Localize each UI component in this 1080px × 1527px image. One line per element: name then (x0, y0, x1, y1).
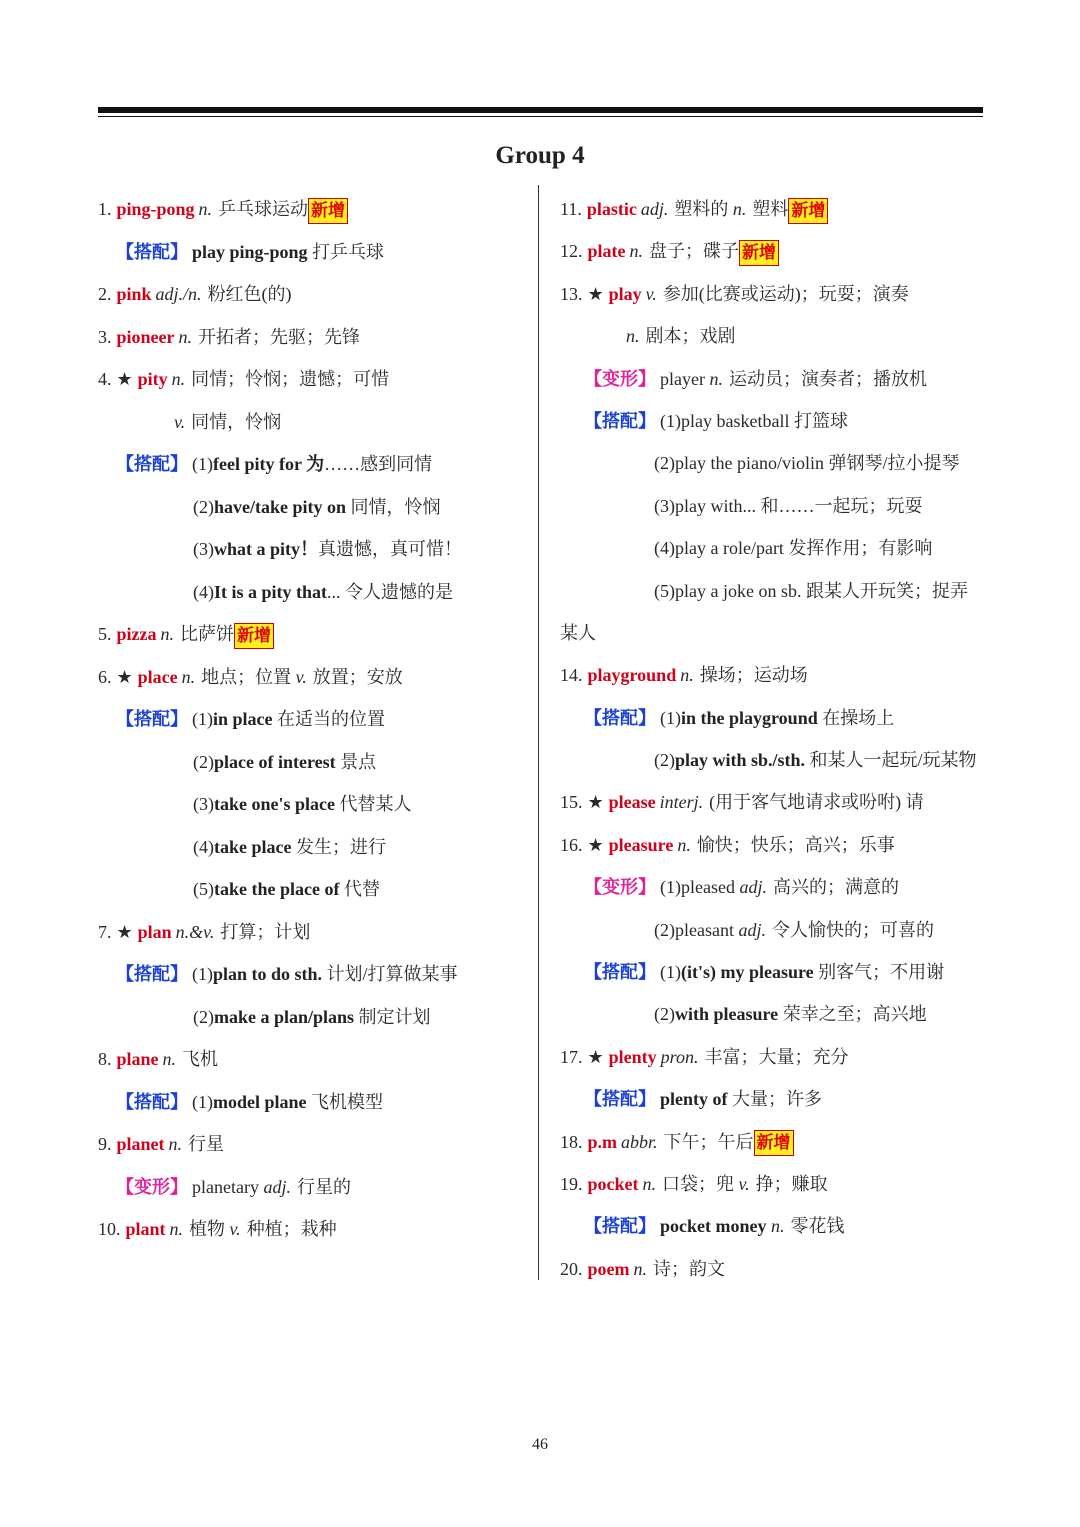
collocation-line: (2)with pleasure 荣幸之至；高兴地 (654, 1004, 927, 1025)
star-icon: ★ (116, 369, 133, 389)
headword: please (608, 792, 656, 813)
entry-10: 10. plant n. 植物 v. 种植；栽种 (98, 1219, 337, 1239)
collocation-line: (3)what a pity！真遗憾，真可惜！ (193, 539, 463, 559)
form-tag: 【变形】 (116, 1176, 188, 1197)
form-line: 【变形】 (1)pleased adj. 高兴的；满意的 (584, 877, 899, 898)
headword: plastic (586, 199, 637, 219)
collocation-line: 【搭配】 plenty of 大量；许多 (584, 1089, 822, 1110)
collocation-line: 【搭配】 (1)play basketball 打篮球 (584, 410, 848, 431)
entry-11: 11. plastic adj. 塑料的 n. 塑料 新增 (560, 188, 990, 230)
entry-3: 3. pioneer n. 开拓者；先驱；先锋 (98, 326, 360, 347)
entry-4: 4. ★ pity n. 同情；怜悯；遗憾；可惜 (98, 369, 390, 389)
star-icon: ★ (587, 1046, 604, 1067)
collocation-line: 【搭配】 (1)feel pity for 为……感到同情 (116, 454, 433, 474)
star-icon: ★ (587, 283, 604, 304)
collocation-line: (4)take place 发生；进行 (193, 836, 386, 857)
headword: plant (125, 1219, 166, 1239)
collocation-tag: 【搭配】 (116, 709, 188, 729)
form-tag: 【变形】 (584, 877, 656, 898)
collocation-line: 【搭配】 (1)in the playground 在操场上 (584, 707, 895, 728)
left-column (98, 188, 528, 1251)
headword: plenty (608, 1046, 657, 1067)
headword: planet (116, 1134, 165, 1154)
entry-18: 18. p.m abbr. 下午；午后 新增 (560, 1121, 990, 1163)
entry-13: 13. ★ play v. 参加(比赛或运动)；玩耍；演奏 (560, 283, 909, 304)
entry-5: 5. pizza n. 比萨饼 新增 (98, 613, 528, 656)
collocation-tag: 【搭配】 (584, 1089, 656, 1110)
headword: pleasure (608, 834, 674, 855)
collocation-tag: 【搭配】 (584, 1216, 656, 1237)
collocation-line: 【搭配】 (1)plan to do sth. 计划/打算做某事 (116, 964, 458, 984)
new-badge: 新增 (754, 1130, 794, 1156)
headword: pocket (587, 1173, 639, 1194)
collocation-line: 【搭配】 (1)(it's) my pleasure 别客气；不用谢 (584, 962, 945, 983)
entry-9: 9. planet n. 行星 (98, 1134, 225, 1154)
collocation-tag: 【搭配】 (116, 1091, 188, 1112)
collocation-wrap-line: 某人 (560, 622, 596, 643)
collocation-tag: 【搭配】 (584, 962, 656, 983)
headword: plan (137, 921, 172, 942)
collocation-line: (4)It is a pity that... 令人遗憾的是 (193, 581, 454, 602)
new-badge: 新增 (739, 240, 779, 266)
collocation-tag: 【搭配】 (116, 241, 188, 262)
headword: p.m (587, 1131, 618, 1152)
collocation-line: (2)have/take pity on 同情，怜悯 (193, 496, 441, 517)
collocation-line: 【搭配】 (1)in place 在适当的位置 (116, 709, 386, 729)
form-tag: 【变形】 (584, 368, 656, 389)
collocation-tag: 【搭配】 (116, 454, 188, 474)
collocation-tag: 【搭配】 (116, 964, 188, 984)
new-badge: 新增 (234, 623, 274, 649)
entry-7: 7. ★ plan n.&v. 打算；计划 (98, 921, 311, 942)
star-icon: ★ (116, 921, 133, 942)
entry-20: 20. poem n. 诗；韵文 (560, 1258, 725, 1279)
collocation-line: (3)play with... 和……一起玩；玩耍 (654, 495, 923, 516)
collocation-line: (4)play a role/part 发挥作用；有影响 (654, 538, 933, 559)
headword: poem (587, 1258, 630, 1279)
right-column (560, 188, 990, 1290)
collocation-tag: 【搭配】 (584, 707, 656, 728)
entry-19: 19. pocket n. 口袋；兜 v. 挣；赚取 (560, 1173, 828, 1194)
collocation-tag: 【搭配】 (584, 410, 656, 431)
headword: play (608, 283, 642, 304)
collocation-line: 【搭配】 pocket money n. 零花钱 (584, 1216, 845, 1237)
new-badge: 新增 (308, 198, 348, 224)
page-title: Group 4 (495, 142, 585, 169)
star-icon: ★ (116, 666, 133, 687)
headword: pity (137, 369, 168, 389)
sense-line: n. 剧本；戏剧 (626, 326, 736, 347)
headword: ping-pong (116, 199, 195, 219)
form-line: 【变形】 planetary adj. 行星的 (116, 1176, 351, 1197)
sense-line: v. 同情，怜悯 (174, 411, 282, 432)
entry-6: 6. ★ place n. 地点；位置 v. 放置；安放 (98, 666, 403, 687)
page-number: 46 (532, 1436, 548, 1453)
collocation-line: (3)take one's place 代替某人 (193, 794, 412, 814)
collocation-line: (2)play the piano/violin 弹钢琴/拉小提琴 (654, 453, 960, 474)
entry-1: 1. ping-pong n. 乒乓球运动 新增 (98, 188, 528, 231)
collocation-line: (5)play a joke on sb. 跟某人开玩笑；捉弄 (654, 580, 968, 601)
entry-14: 14. playground n. 操场；运动场 (560, 665, 808, 686)
entry-15: 15. ★ please interj. (用于客气地请求或吩咐) 请 (560, 792, 924, 813)
headword: plate (587, 241, 626, 262)
headword: plane (116, 1049, 159, 1069)
collocation-line: (2)place of interest 景点 (193, 751, 377, 772)
entry-8: 8. plane n. 飞机 (98, 1049, 219, 1069)
entry-16: 16. ★ pleasure n. 愉快；快乐；高兴；乐事 (560, 834, 895, 855)
collocation-line: (5)take the place of 代替 (193, 879, 380, 899)
entry-17: 17. ★ plenty pron. 丰富；大量；充分 (560, 1046, 849, 1067)
headword: pink (116, 284, 152, 304)
entry-12: 12. plate n. 盘子；碟子 新增 (560, 230, 990, 272)
collocation-line: 【搭配】 play ping-pong 打乒乓球 (116, 241, 385, 262)
collocation-line: (2)play with sb./sth. 和某人一起玩/玩某物 (654, 750, 977, 771)
column-divider (538, 185, 539, 1280)
headword: playground (587, 665, 677, 686)
header-rule-thin (98, 116, 983, 117)
headword: pioneer (116, 326, 175, 347)
headword: pizza (116, 624, 157, 644)
entry-2: 2. pink adj./n. 粉红色(的) (98, 284, 292, 304)
collocation-line: (2)make a plan/plans 制定计划 (193, 1006, 431, 1027)
form-line: (2)pleasant adj. 令人愉快的；可喜的 (654, 919, 934, 940)
form-line: 【变形】 player n. 运动员；演奏者；播放机 (584, 368, 927, 389)
star-icon: ★ (587, 834, 604, 855)
new-badge: 新增 (788, 198, 828, 224)
headword: place (137, 666, 178, 687)
star-icon: ★ (587, 792, 604, 813)
collocation-line: 【搭配】 (1)model plane 飞机模型 (116, 1091, 384, 1112)
header-rule-thick (98, 107, 983, 113)
